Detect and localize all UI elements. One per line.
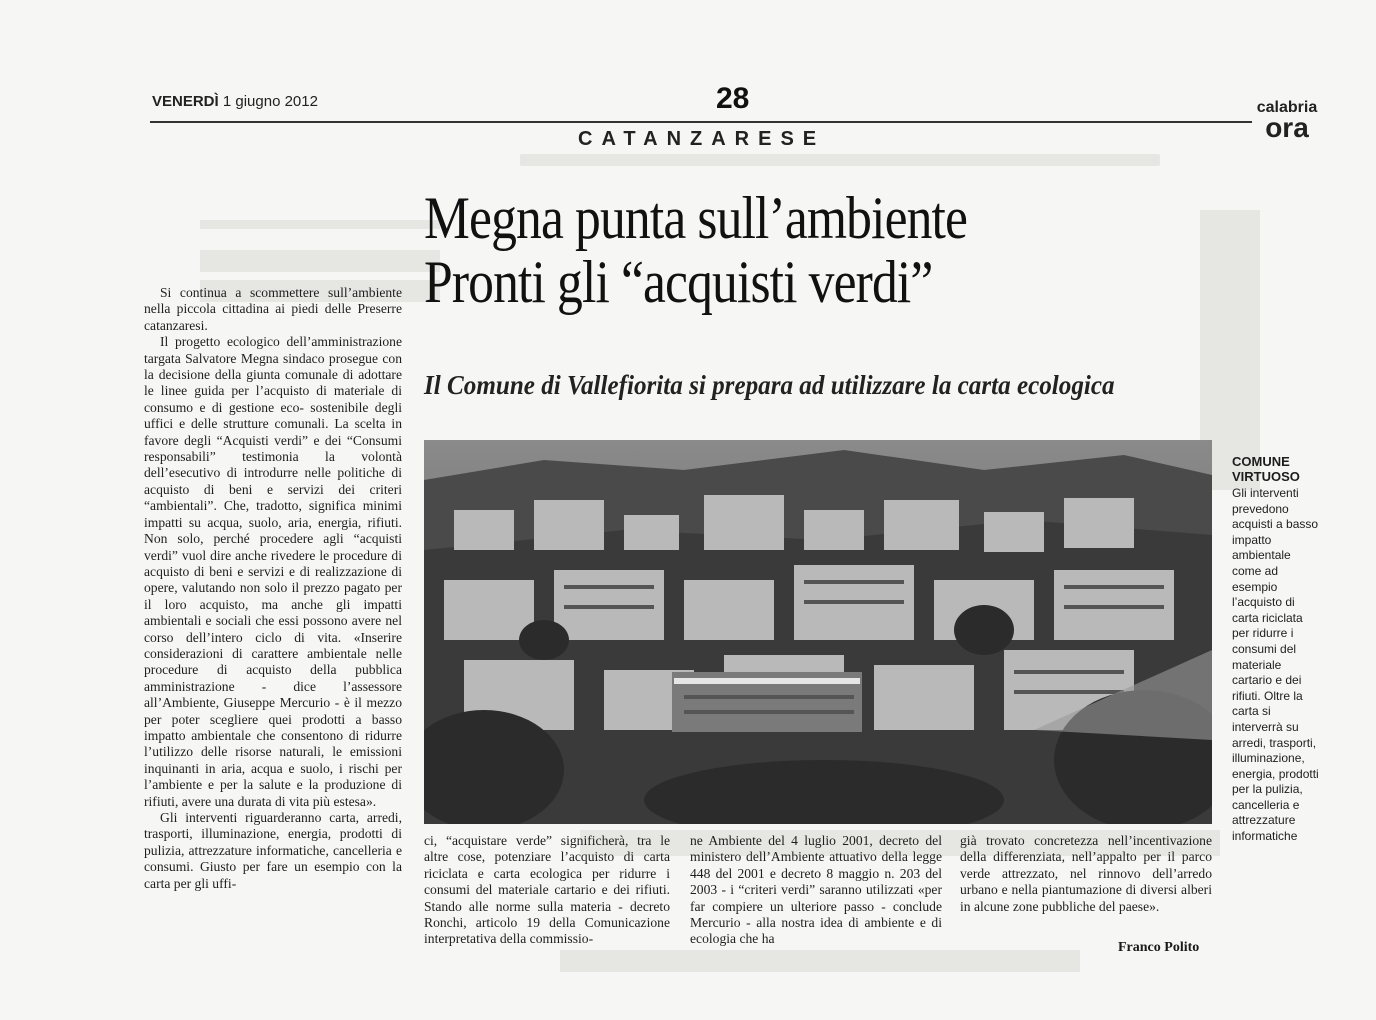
paragraph-2: Il progetto ecologico dell’amministrazione targata Salvatore Megna sindaco prosegue con la decisione della giunta comunale di adottare le linee guida per l’acquisto di materiale di consumo e di gestione eco- sostenibile degli uffici e delle strutture comunali. La scelta in favore degli “Acquisti verdi” e dei “Consumi responsabili” testimonia la volontà dell’esecutivo di introdurre nelle politiche di acquisto di beni e servizi dei criteri “ambientali”. Che, tradotto, significa minimi impatti su acqua, suolo, aria, energia, rifiuti. Non solo, perché procedere agli “acquisti verdi” vuol dire anche rivedere le procedure di acquisto di beni e servizi e di realizzazione di opere, valutando non solo il prezzo pagato per il loro acquisto, ma anche gli impatti ambientali e sociali che essi possono avere nel corso dell’intero ciclo di vita. «Inserire considerazioni di carattere ambientale nelle procedure di acquisto della pubblica amministrazione - dice l’assessore all’Ambiente, Giuseppe Mercurio - è il mezzo per poter scegliere quei prodotti a basso impatto ambientale che consentono di ridurre l’utilizzo delle risorse naturali, le emissioni inquinanti in aria, acqua e suolo, i rischi per l’ambiente e per la salute e la produzione di rifiuti, avere una durata di vita più estesa». (144, 334, 402, 809)
article-headline (424, 186, 967, 314)
sidebar-title-line-2: VIRTUOSO (1232, 469, 1300, 484)
article-subheadline: Il Comune di Vallefiorita si prepara ad utilizzare la carta ecologica (424, 370, 1115, 400)
logo-bottom: ora (1265, 112, 1309, 144)
header-date-text: 1 giugno 2012 (222, 93, 318, 110)
headline-line-2: Pronti gli “acquisti verdi” (424, 249, 933, 315)
article-left-column (144, 285, 402, 892)
photo-caption-sidebar (1232, 454, 1320, 845)
town-photo-drawing (424, 440, 1212, 824)
article-column-3: ne Ambiente del 4 luglio 2001, decreto del ministero dell’Ambiente attuativo della legge 448 del 2001 e decreto 8 maggio n. 203 del 2003 - i “criteri verdi” saranno utilizzati «per far compiere un ulteriore passo - conclude Mercurio - alla nostra idea di ambiente e di ecologia che ha (690, 833, 942, 947)
paragraph-3: Gli interventi riguarderanno carta, arredi, trasporti, illuminazione, energia, prodotti di pulizia, attrezzature informatiche, cancelleria e consumi. Giusto per fare un esempio con la carta per gli uffi- (144, 810, 402, 891)
header-day: VENERDÌ (152, 93, 219, 110)
header-rule (150, 121, 1252, 123)
headline-line-1: Megna punta sull’ambiente (424, 185, 968, 251)
author-byline: Franco Polito (1118, 940, 1200, 955)
sidebar-title (1232, 454, 1320, 484)
paragraph-1: Si continua a scommettere sull’ambiente nella piccola cittadina ai piedi delle Preserre catanzaresi. (144, 285, 402, 333)
sidebar-title-line-1: COMUNE (1232, 454, 1290, 469)
sidebar-body: Gli interventi prevedono acquisti a basso impatto ambientale come ad esempio l’acquisto di carta riciclata per ridurre i consumi del materiale cartario e dei rifiuti. Oltre la carta si interverrà su arredi, trasporti, illuminazione, energia, prodotti per la pulizia, cancelleria e attrezzature informatiche (1232, 486, 1319, 844)
header-date (152, 93, 318, 110)
newspaper-logo (1255, 100, 1319, 142)
article-column-2: ci, “acquistare verde” significherà, tra le altre cose, potenziare l’acquisto di carta riciclata e carta ecologica per ridurre i consumi del materiale cartario e dei rifiuti. Stando alle norme sulla materia - decreto Ronchi, articolo 19 della Comunicazione interpretativa della commissio- (424, 833, 670, 947)
section-title: CATANZARESE (578, 128, 826, 150)
town-photo-icon (424, 440, 1212, 824)
page-number: 28 (716, 82, 750, 115)
article-column-4: già trovato concretezza nell’incentivazione della differenziata, nell’appalto per il parco verde attrezzato, nel rinnovo dell’arredo urbano e nella piantumazione di diversi alberi in alcune zone pubbliche del paese». (960, 833, 1212, 914)
logo-top: calabria (1256, 99, 1318, 116)
